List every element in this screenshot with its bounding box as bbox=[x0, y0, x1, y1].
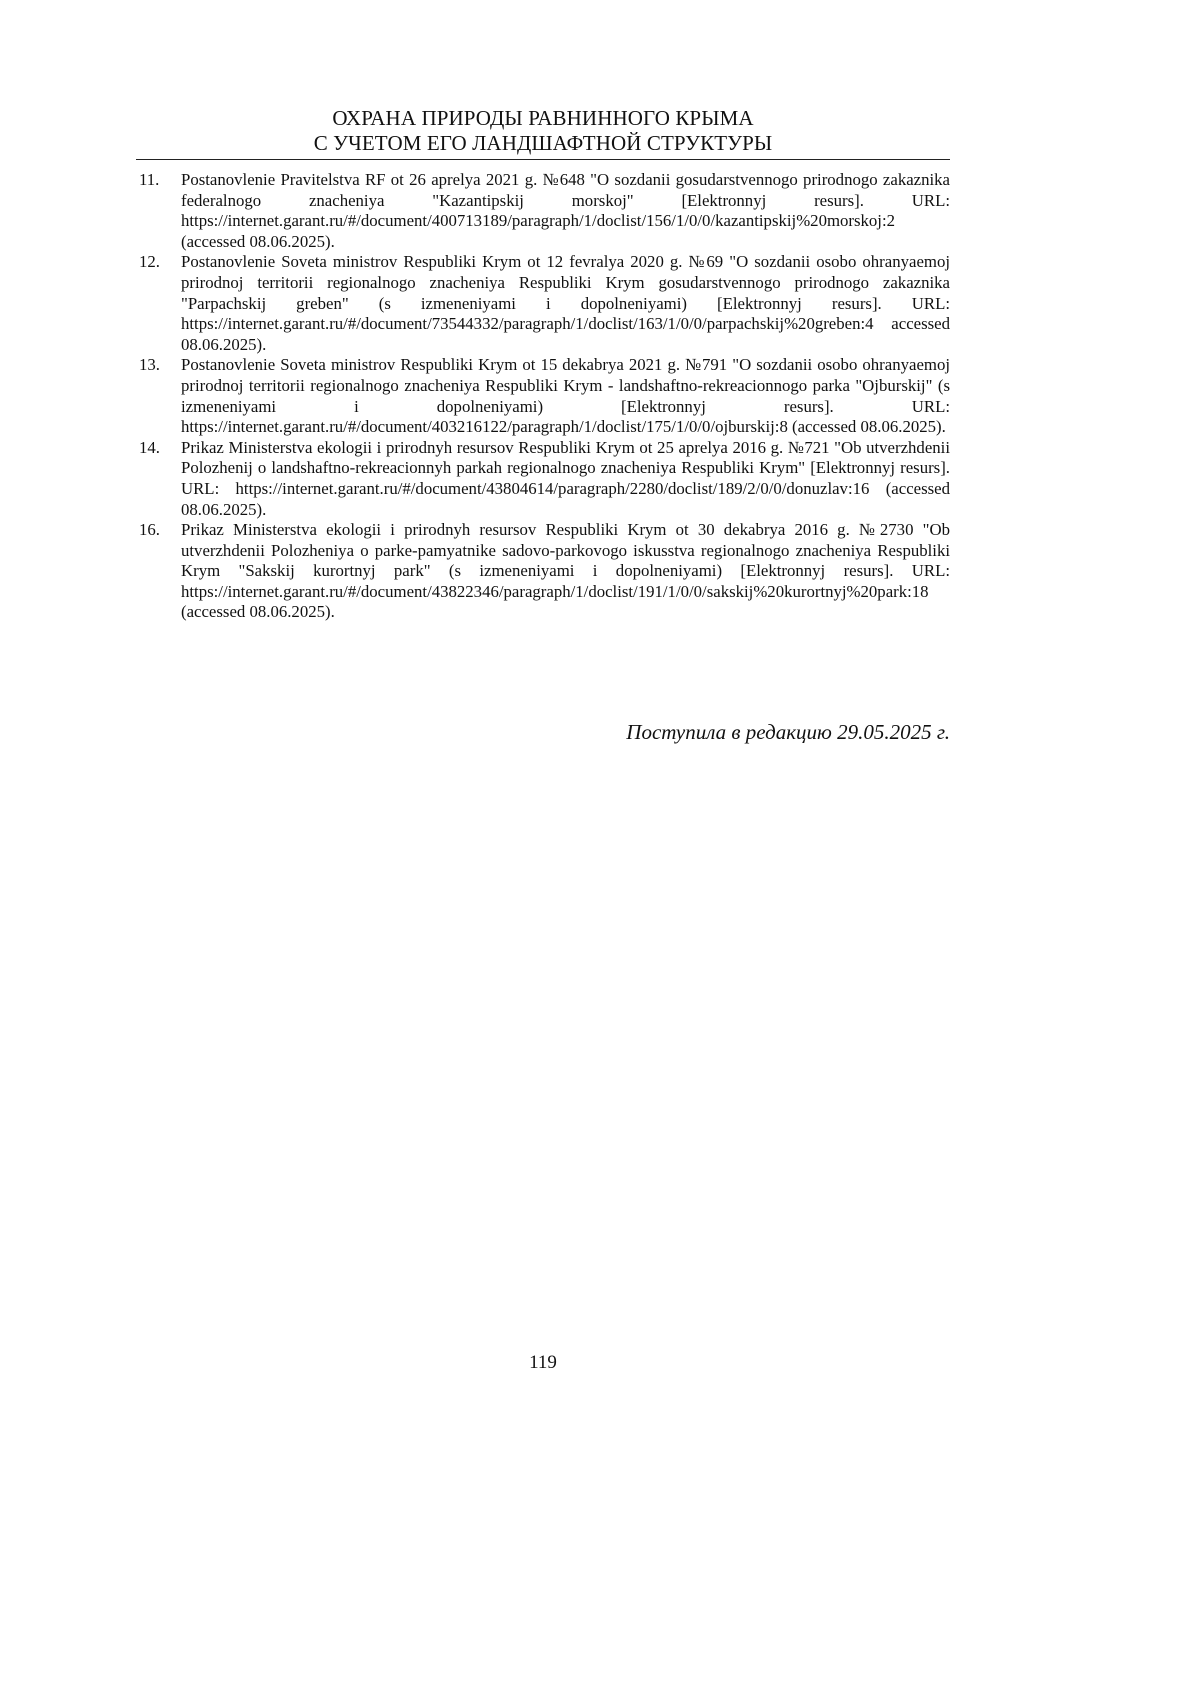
reference-number: 14. bbox=[139, 438, 160, 459]
running-header-line-1: ОХРАНА ПРИРОДЫ РАВНИННОГО КРЫМА bbox=[136, 106, 950, 131]
reference-text: Postanovlenie Pravitelstva RF ot 26 aprelya 2021 g. №648 "O sozdanii gosudarstvennogo prirodnogo zakaznika federalnogo znacheniya "Kazantipskij morskoj" [Elektronnyj resurs]. URL: https://internet.garant.ru/#/document/400713189/paragraph/1/doclist/156/1/0/0/kazantipskij%20morskoj:2 (accessed 08.06.2025). bbox=[181, 170, 950, 251]
reference-list bbox=[136, 170, 950, 623]
running-header-line-2: С УЧЕТОМ ЕГО ЛАНДШАФТНОЙ СТРУКТУРЫ bbox=[136, 131, 950, 156]
reference-text: Prikaz Ministerstva ekologii i prirodnyh resursov Respubliki Krym ot 25 aprelya 2016 g. №721 "Ob utverzhdenii Polozhenij o landshaftno-rekreacionnyh parkah regionalnogo znacheniya Respubliki Krym" [Elektronnyj resurs]. URL: https://internet.garant.ru/#/document/43804614/paragraph/2280/doclist/189/2/0/0/donuzlav:16 (accessed 08.06.2025). bbox=[181, 438, 950, 519]
reference-number: 13. bbox=[139, 355, 160, 376]
page-number: 119 bbox=[0, 1352, 1086, 1374]
reference-item bbox=[136, 438, 950, 520]
reference-item bbox=[136, 355, 950, 437]
running-header bbox=[136, 106, 950, 156]
reference-text: Postanovlenie Soveta ministrov Respubliki Krym ot 12 fevralya 2020 g. №69 "O sozdanii osobo ohranyaemoj prirodnoj territorii regionalnogo znacheniya Respubliki Krym gosudarstvennogo prirodnogo zakaznika "Parpachskij greben" (s izmeneniyami i dopolneniyami) [Elektronnyj resurs]. URL: https://internet.garant.ru/#/document/73544332/paragraph/1/doclist/163/1/0/0/parpachskij%20greben:4 accessed 08.06.2025). bbox=[181, 252, 950, 353]
reference-number: 16. bbox=[139, 520, 160, 541]
reference-item bbox=[136, 520, 950, 623]
header-divider bbox=[136, 159, 950, 160]
reference-item bbox=[136, 170, 950, 252]
reference-item bbox=[136, 252, 950, 355]
reference-text: Postanovlenie Soveta ministrov Respubliki Krym ot 15 dekabrya 2021 g. №791 "O sozdanii osobo ohranyaemoj prirodnoj territorii regionalnogo znacheniya Respubliki Krym - landshaftno-rekreacionnogo parka "Ojburskij" (s izmeneniyami i dopolneniyami) [Elektronnyj resurs]. URL: https://internet.garant.ru/#/document/403216122/paragraph/1/doclist/175/1/0/0/ojburskij:8 (accessed 08.06.2025). bbox=[181, 355, 950, 436]
document-page bbox=[0, 0, 1200, 1697]
reference-number: 12. bbox=[139, 252, 160, 273]
received-date-note: Поступила в редакцию 29.05.2025 г. bbox=[626, 720, 950, 745]
reference-number: 11. bbox=[139, 170, 159, 191]
reference-text: Prikaz Ministerstva ekologii i prirodnyh resursov Respubliki Krym ot 30 dekabrya 2016 g. №2730 "Ob utverzhdenii Polozheniya o parke-pamyatnike sadovo-parkovogo iskusstva regionalnogo znacheniya Respubliki Krym "Sakskij kurortnyj park" (s izmeneniyami i dopolneniyami) [Elektronnyj resurs]. URL: https://internet.garant.ru/#/document/43822346/paragraph/1/doclist/191/1/0/0/sakskij%20kurortnyj%20park:18 (accessed 08.06.2025). bbox=[181, 520, 950, 621]
